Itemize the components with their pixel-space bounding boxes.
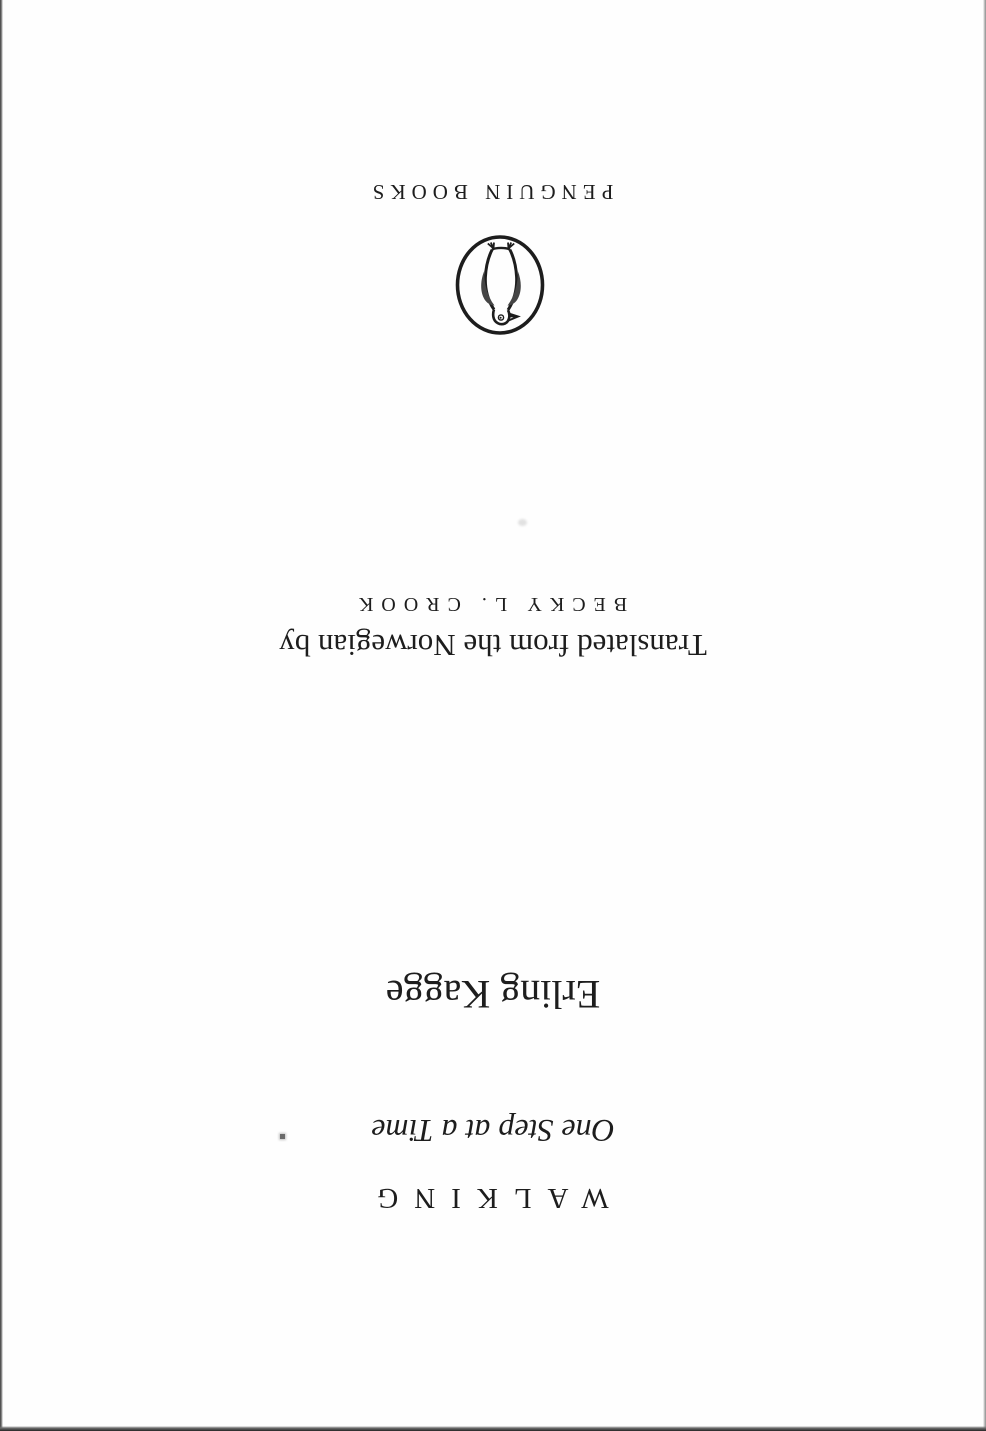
book-subtitle: One Step at a Time xyxy=(371,1113,615,1149)
penguin-logo-icon xyxy=(452,233,548,337)
scan-edge-bottom xyxy=(0,1426,986,1431)
scan-faint-dot xyxy=(518,519,527,526)
publisher-name: PENGUIN BOOKS xyxy=(366,180,614,204)
book-title: WALKING xyxy=(361,1182,609,1214)
scan-speck xyxy=(280,1134,285,1139)
book-author: Erling Kagge xyxy=(385,972,601,1017)
translator-credit: Translated from the Norwegian by xyxy=(279,628,707,663)
scan-edge-left xyxy=(0,0,3,1431)
translator-name: BECKY L. CROOK xyxy=(350,593,628,615)
